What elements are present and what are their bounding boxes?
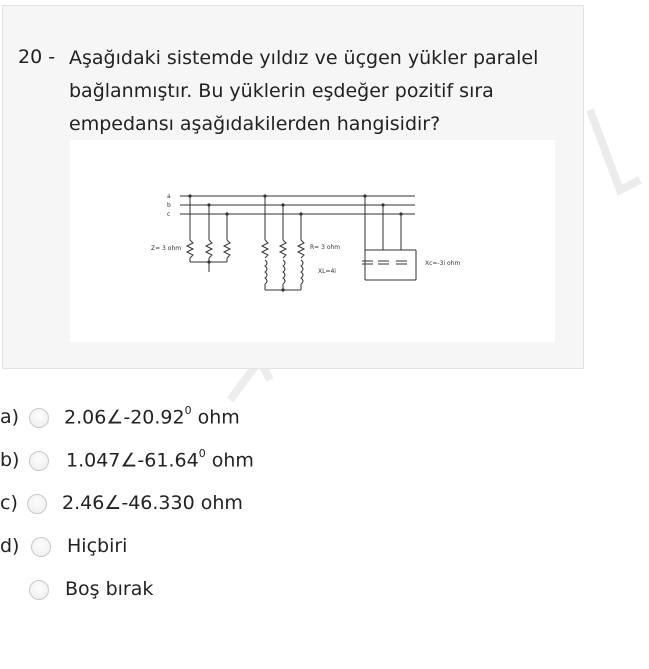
- option-letter: c): [0, 492, 18, 514]
- z-label: Z= 3 ohm: [151, 245, 182, 252]
- question-number: 20 -: [18, 46, 56, 68]
- xl-label: XL=4i: [318, 268, 336, 275]
- option-c[interactable]: [0, 490, 400, 520]
- line-c-label: c: [167, 211, 171, 218]
- option-b[interactable]: [0, 447, 400, 477]
- radio-button[interactable]: [29, 408, 49, 428]
- option-label: 2.06∠-20.92$^0$ ohm: [64, 404, 240, 429]
- r-label: R= 3 ohm: [310, 244, 341, 251]
- question-card: [2, 5, 584, 369]
- radio-button[interactable]: [29, 451, 49, 471]
- question-text: Aşağıdaki sistemde yıldız ve üçgen yükler paralel bağlanmıştır. Bu yüklerin eşdeğer pozitif sıra empedansı aşağıdakilerden hangisidir?: [69, 47, 539, 135]
- option-letter: b): [0, 449, 20, 471]
- option-label: 1.047∠-61.64$^0$ ohm: [66, 447, 254, 472]
- line-b-label: b: [167, 202, 171, 209]
- option-label: 2.46∠-46.330 ohm: [62, 492, 243, 514]
- radio-button[interactable]: [31, 537, 51, 557]
- option-letter: d): [0, 535, 20, 557]
- option-label: Hiçbiri: [67, 535, 128, 557]
- option-letter: a): [0, 406, 20, 428]
- radio-button[interactable]: [29, 580, 49, 600]
- option-leave-blank[interactable]: [0, 576, 400, 606]
- option-d[interactable]: [0, 533, 400, 563]
- radio-button[interactable]: [27, 494, 47, 514]
- line-a-label: a: [167, 193, 171, 200]
- option-label: Boş bırak: [65, 578, 154, 600]
- xc-label: Xc=-3i ohm: [425, 260, 461, 267]
- circuit-diagram: [70, 140, 555, 342]
- option-a[interactable]: [0, 404, 400, 434]
